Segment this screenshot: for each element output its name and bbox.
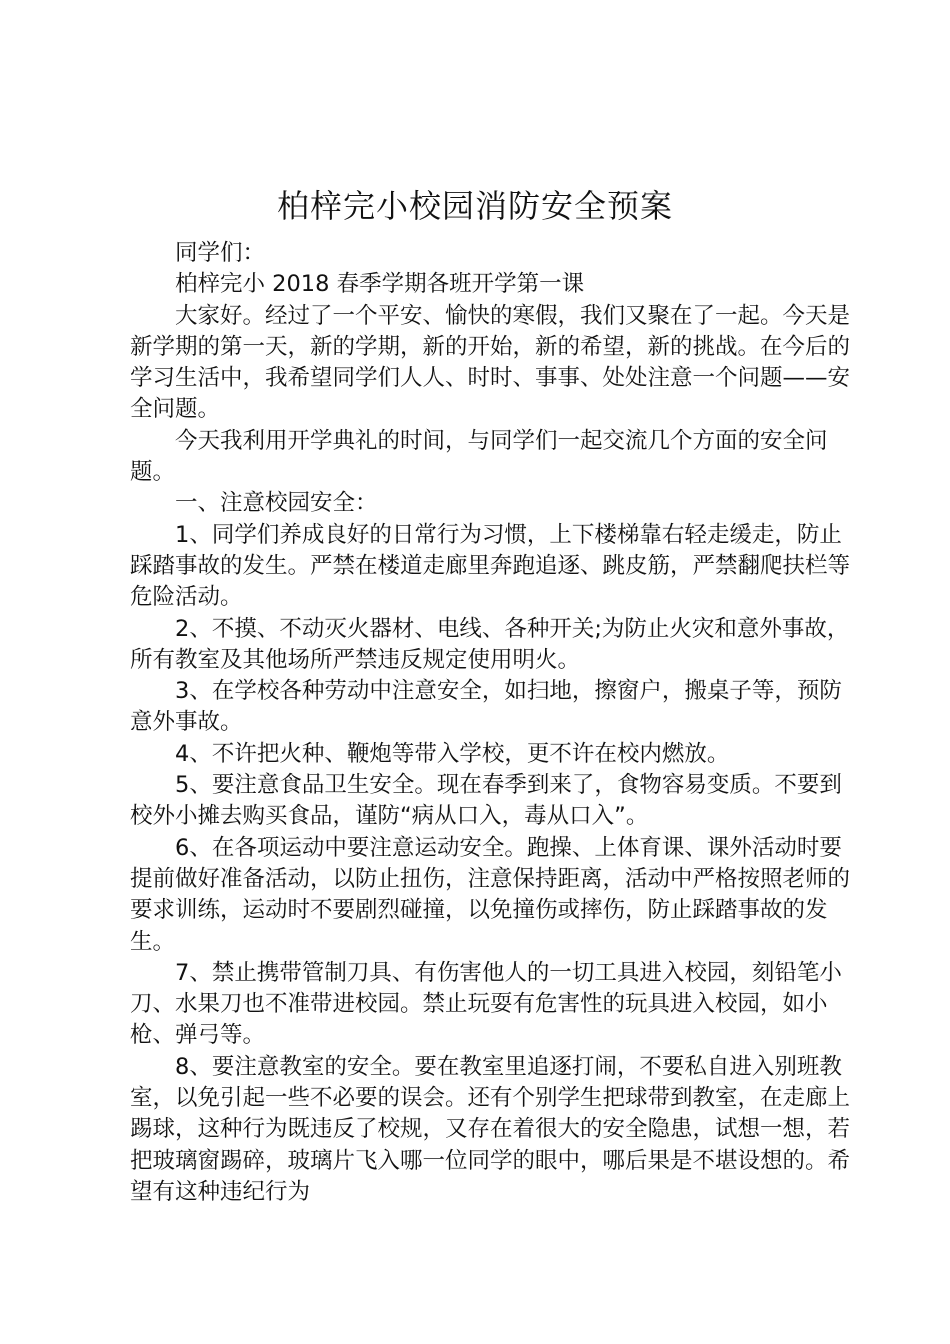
list-item: 2、不摸、不动灭火器材、电线、各种开关;为防止火灾和意外事故，所有教室及其他场所严禁违反规定使用明火。 <box>130 615 850 673</box>
section-heading: 一、注意校园安全： <box>175 490 378 517</box>
paragraph-subtitle: 柏梓完小 2018 春季学期各班开学第一课 <box>175 271 585 298</box>
paragraph: 大家好。经过了一个平安、愉快的寒假，我们又聚在了一起。今天是新学期的第一天，新的学期，新的开始，新的希望，新的挑战。在今后的学习生活中，我希望同学们人人、时时、事事、处处注意一个问题——安全问题。 <box>130 302 851 423</box>
paragraph: 今天我利用开学典礼的时间，与同学们一起交流几个方面的安全问题。 <box>130 427 828 486</box>
list-item: 1、同学们养成良好的日常行为习惯，上下楼梯靠右轻走缓走，防止踩踏事故的发生。严禁在楼道走廊里奔跑追逐、跳皮筋，严禁翻爬扶栏等危险活动。 <box>130 521 851 611</box>
list-item: 4、不许把火种、鞭炮等带入学校，更不许在校内燃放。 <box>175 740 730 767</box>
list-item: 7、禁止携带管制刀具、有伤害他人的一切工具进入校园，刻铅笔小刀、水果刀也不准带进校园。禁止玩耍有危害性的玩具进入校园，如小枪、弹弓等。 <box>130 959 842 1049</box>
list-item: 3、在学校各种劳动中注意安全，如扫地，擦窗户，搬桌子等，预防意外事故。 <box>130 678 842 736</box>
document-title: 柏梓完小校园消防安全预案 <box>276 187 673 225</box>
list-item: 6、在各项运动中要注意运动安全。跑操、上体育课、课外活动时要提前做好准备活动，以防止扭伤，注意保持距离，活动中严格按照老师的要求训练，运动时不要剧烈碰撞，以免撞伤或摔伤，防止踩踏事故的发生。 <box>130 834 851 955</box>
document-body <box>130 238 850 1208</box>
list-item: 8、要注意教室的安全。要在教室里追逐打闹，不要私自进入别班教室，以免引起一些不必要的误会。还有个别学生把球带到教室，在走廊上踢球，这种行为既违反了校规，又存在着很大的安全隐患，试想一想，若把玻璃窗踢碎，玻璃片飞入哪一位同学的眼中，哪后果是不堪设想的。希望有这种违纪行为 <box>130 1053 851 1205</box>
list-item: 5、要注意食品卫生安全。现在春季到来了，食物容易变质。不要到校外小摊去购买食品，谨防“病从口入，毒从口入”。 <box>130 772 842 830</box>
paragraph-greeting: 同学们： <box>175 240 266 266</box>
